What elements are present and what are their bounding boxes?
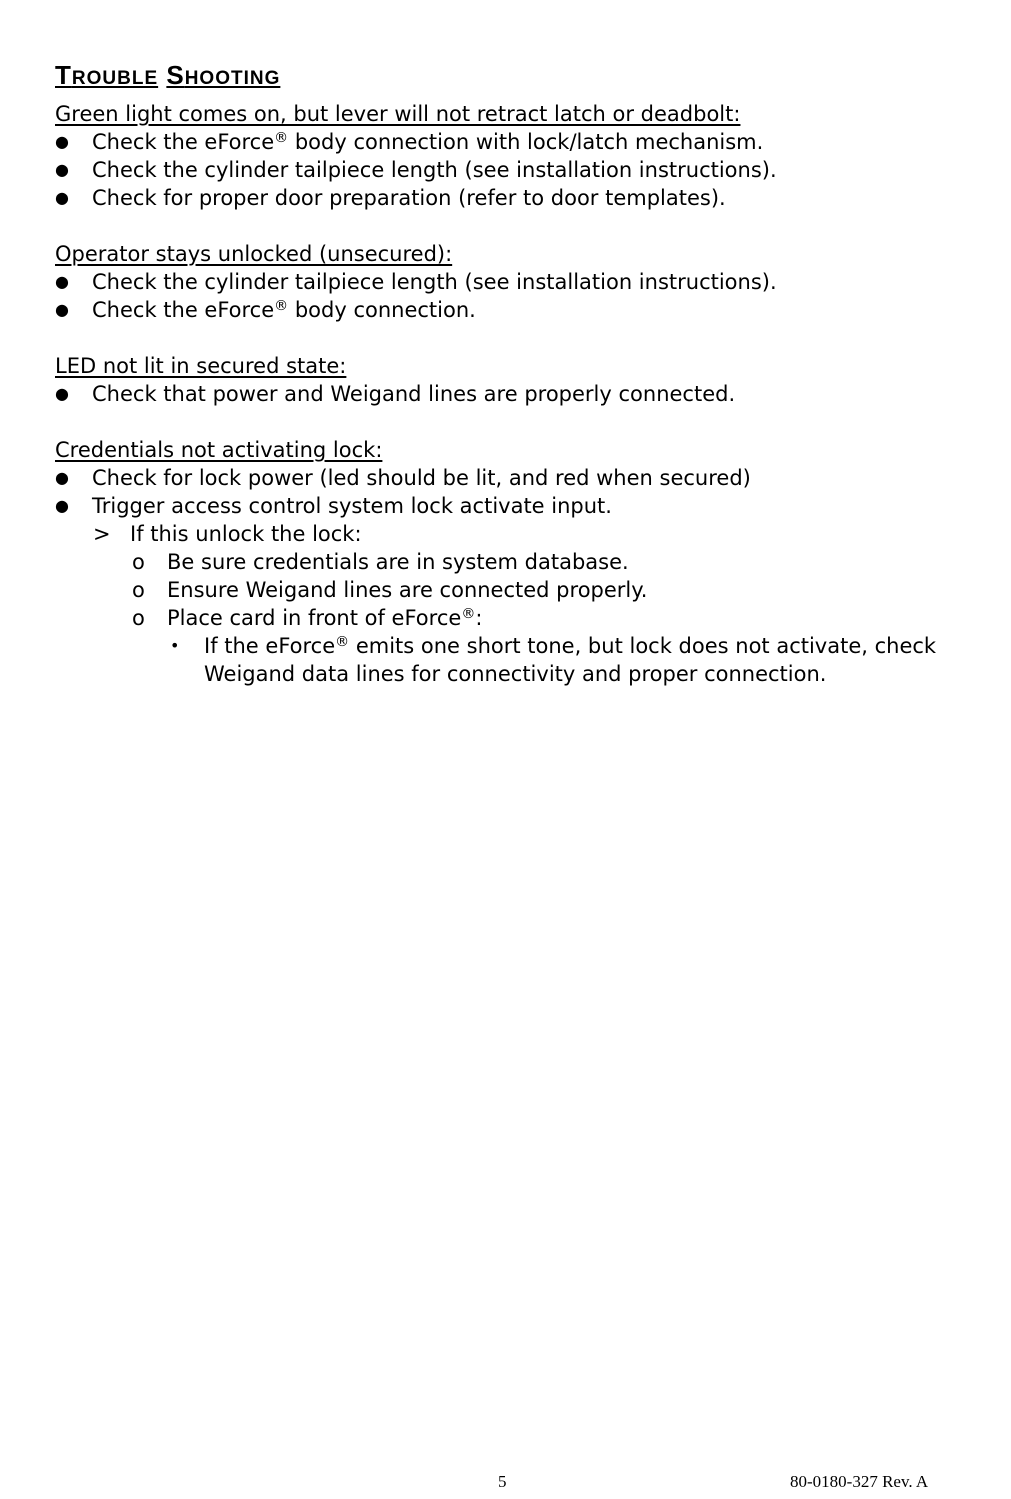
list-item: ● Check the cylinder tailpiece length (see installation instructions). (55, 158, 777, 182)
section-heading: Credentials not activating lock: (55, 438, 383, 462)
bullet-marker: ● (55, 384, 69, 403)
list-item: ● Trigger access control system lock activate input. (55, 494, 612, 518)
title-word-shooting: SHOOTING (166, 60, 281, 90)
title-word-trouble: TROUBLE (55, 60, 159, 90)
list-item: ● Check for lock power (led should be lit, and red when secured) (55, 466, 751, 490)
bullet-marker: ● (55, 496, 69, 515)
section-heading: Operator stays unlocked (unsecured): (55, 242, 453, 266)
list-item: • If the eForce® emits one short tone, but lock does not activate, check Weigand data lines for connectivity and proper connection. (170, 634, 937, 686)
bullet-marker: ● (55, 188, 69, 207)
bullet-marker: • (170, 636, 180, 655)
bullet-marker: ● (55, 272, 69, 291)
bullet-marker: > (93, 522, 111, 546)
list-item: o Ensure Weigand lines are connected properly. (132, 578, 648, 602)
bullet-marker: ● (55, 160, 69, 179)
list-item: o Place card in front of eForce®: (132, 606, 483, 630)
list-item: ● Check that power and Weigand lines are properly connected. (55, 382, 736, 406)
list-item: ● Check for proper door preparation (refer to door templates). (55, 186, 726, 210)
section-credentials (55, 436, 975, 688)
section-green-light (55, 100, 975, 212)
bullet-marker: ● (55, 468, 69, 487)
list-item: ● Check the cylinder tailpiece length (see installation instructions). (55, 270, 777, 294)
list-item: > If this unlock the lock: (93, 522, 362, 546)
page-title (55, 60, 280, 91)
troubleshooting-content (55, 100, 975, 716)
section-led-not-lit (55, 352, 975, 408)
registered-mark: ® (274, 298, 289, 314)
page-number: 5 (498, 1472, 507, 1491)
bullet-marker: o (132, 550, 145, 574)
section-operator-unlocked (55, 240, 975, 324)
section-heading: LED not lit in secured state: (55, 354, 347, 378)
section-heading: Green light comes on, but lever will not retract latch or deadbolt: (55, 102, 741, 126)
list-item: o Be sure credentials are in system database. (132, 550, 629, 574)
bullet-marker: o (132, 606, 145, 630)
registered-mark: ® (461, 606, 476, 622)
list-item: ● Check the eForce® body connection with lock/latch mechanism. (55, 130, 764, 154)
registered-mark: ® (274, 130, 289, 146)
bullet-marker: ● (55, 132, 69, 151)
bullet-marker: ● (55, 300, 69, 319)
list-item: ● Check the eForce® body connection. (55, 298, 476, 322)
registered-mark: ® (335, 634, 350, 650)
document-number: 80-0180-327 Rev. A (790, 1472, 929, 1491)
bullet-marker: o (132, 578, 145, 602)
